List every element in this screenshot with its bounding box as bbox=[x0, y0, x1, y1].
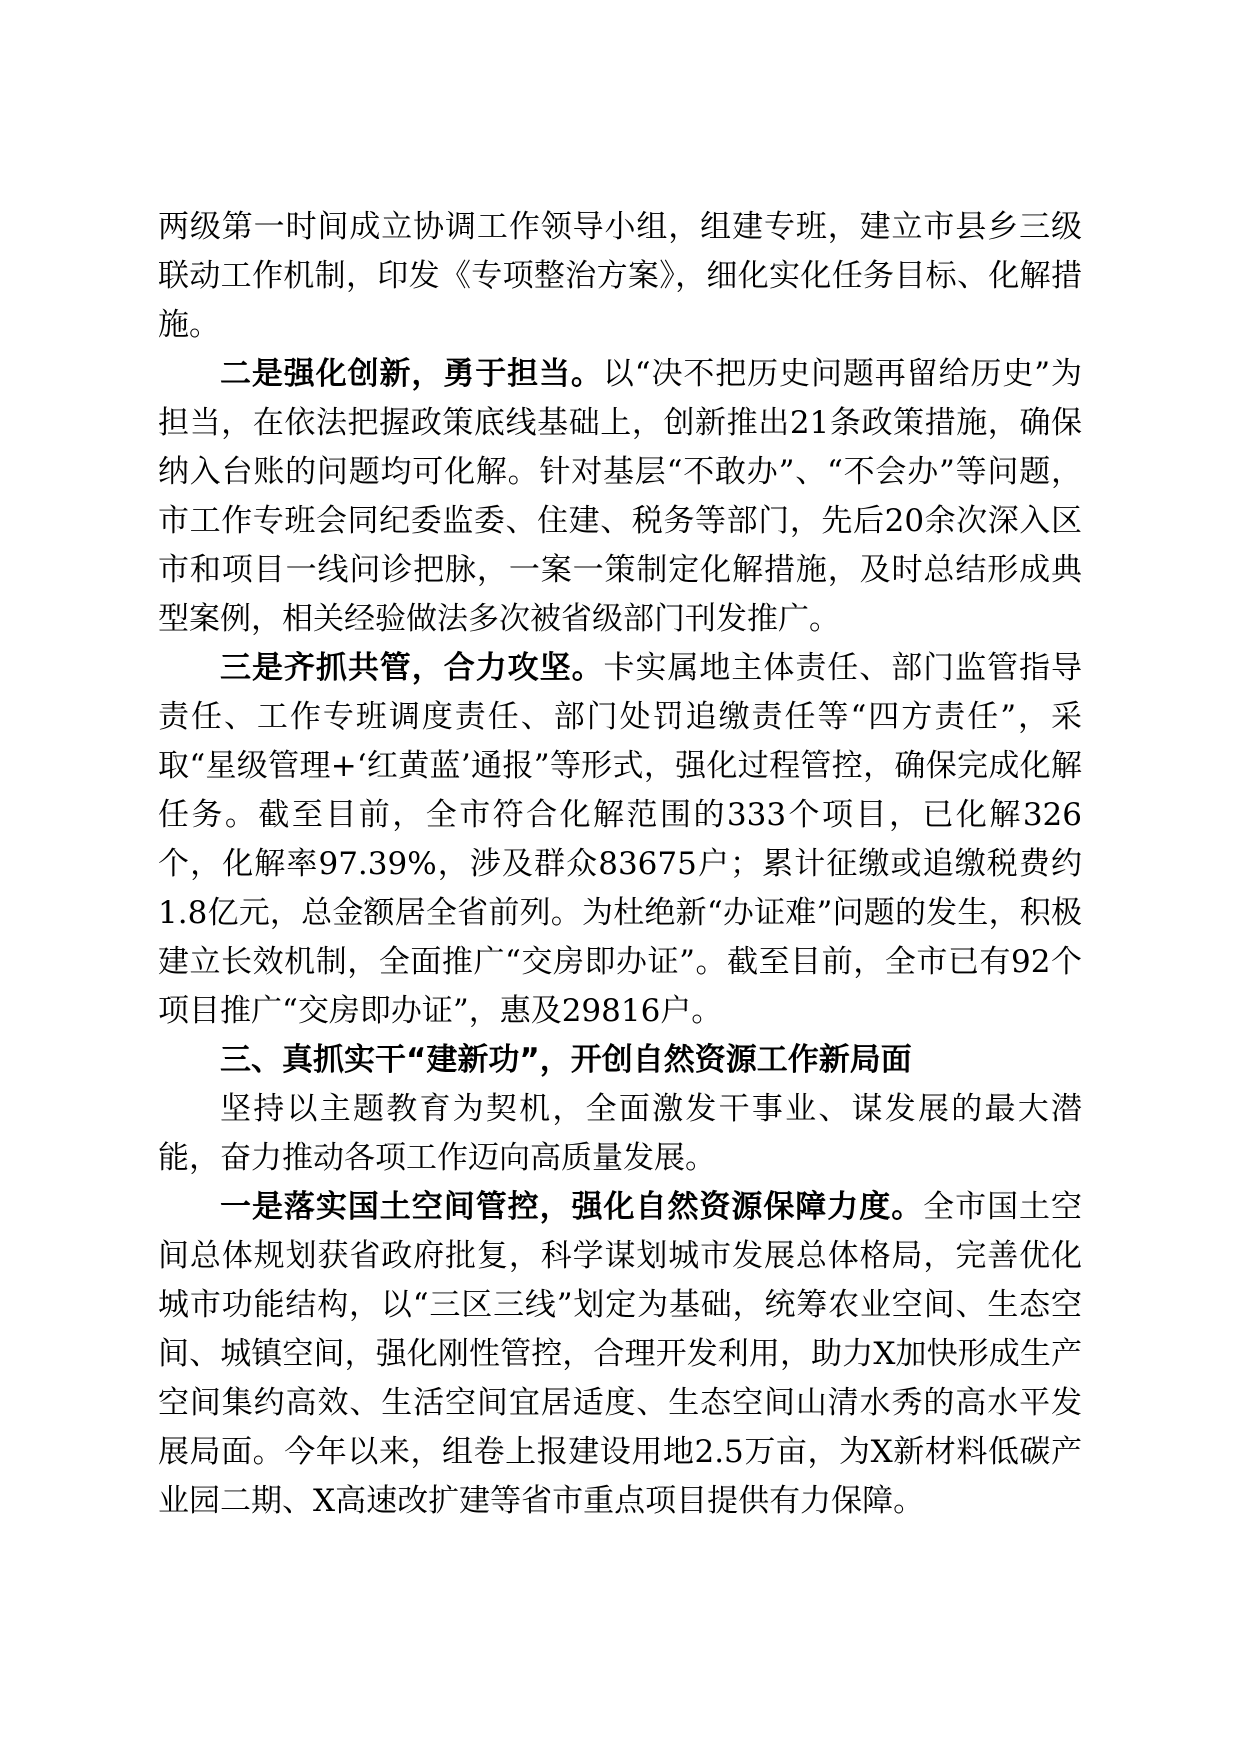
paragraph-lead: 三是齐抓共管，合力攻坚。 bbox=[220, 650, 604, 686]
paragraph-lead: 一是落实国土空间管控，强化自然资源保障力度。 bbox=[220, 1189, 924, 1225]
paragraph-intro bbox=[158, 1085, 1082, 1183]
paragraph-text: 全市国土空间总体规划获省政府批复，科学谋划城市发展总体格局，完善优化城市功能结构，以“三区三线”划定为基础，统筹农业空间、生态空间、城镇空间，强化刚性管控，合理开发利用，助力X加快形成生产空间集约高效、生活空间宜居适度、生态空间山清水秀的高水平发展局面。今年以来，组卷上报建设用地2.5万亩，为X新材料低碳产业园二期、X高速改扩建等省市重点项目提供有力保障。 bbox=[158, 1189, 1083, 1519]
document-page bbox=[158, 203, 1082, 1526]
paragraph-land-control bbox=[158, 1183, 1082, 1526]
paragraph-innovation bbox=[158, 350, 1082, 644]
paragraph-continuation bbox=[158, 203, 1082, 350]
paragraph-text: 两级第一时间成立协调工作领导小组，组建专班，建立市县乡三级联动工作机制，印发《专项整治方案》，细化实化任务目标、化解措施。 bbox=[158, 209, 1082, 343]
section-heading bbox=[158, 1036, 1082, 1085]
paragraph-text: 以“决不把历史问题再留给历史”为担当，在依法把握政策底线基础上，创新推出21条政策措施，确保纳入台账的问题均可化解。针对基层“不敢办”、“不会办”等问题，市工作专班会同纪委监委、住建、税务等部门，先后20余次深入区市和项目一线问诊把脉，一案一策制定化解措施，及时总结形成典型案例，相关经验做法多次被省级部门刊发推广。 bbox=[158, 356, 1083, 637]
paragraph-joint-management bbox=[158, 644, 1082, 1036]
paragraph-text: 坚持以主题教育为契机，全面激发干事业、谋发展的最大潜能，奋力推动各项工作迈向高质量发展。 bbox=[158, 1091, 1082, 1176]
paragraph-text: 卡实属地主体责任、部门监管指导责任、工作专班调度责任、部门处罚追缴责任等“四方责任”，采取“星级管理+‘红黄蓝’通报”等形式，强化过程管控，确保完成化解任务。截至目前，全市符合化解范围的333个项目，已化解326个，化解率97.39%，涉及群众83675户；累计征缴或追缴税费约1.8亿元，总金额居全省前列。为杜绝新“办证难”问题的发生，积极建立长效机制，全面推广“交房即办证”。截至目前，全市已有92个项目推广“交房即办证”，惠及29816户。 bbox=[158, 650, 1083, 1029]
section-heading-text: 三、真抓实干“建新功”，开创自然资源工作新局面 bbox=[220, 1042, 912, 1078]
paragraph-lead: 二是强化创新，勇于担当。 bbox=[220, 356, 603, 392]
